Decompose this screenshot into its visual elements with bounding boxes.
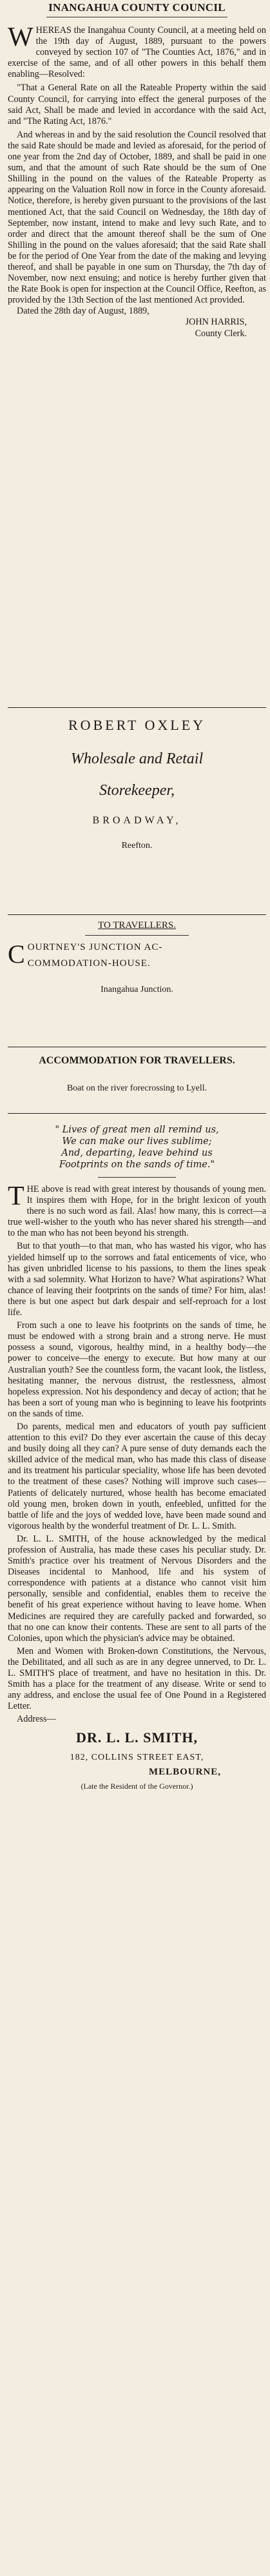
medical-doctor-name: DR. L. L. SMITH, <box>76 1729 198 1746</box>
poem-line-1: " Lives of great men all remind us, <box>55 1125 219 1135</box>
section-rule <box>8 707 266 708</box>
oxley-line-1: Wholesale and Retail <box>70 750 204 767</box>
oxley-advert <box>8 717 266 911</box>
medical-para-3: From such a one to leave his footprints on the sands of time, he must be endowed with a strong brain and a strong nerve. He must possess a sound, vigorous, healthy mind, in a healthy body—the power to conceive—the energy to execute. But how many at our Australian youth? See the countless form, the vacant look, the listless, hesitating manner, the nervous distrust, the restlessness, almost hopeless expression. Not his despondency and decay of action; that he has been a sort of young man who is beginning to leave his footprints on the sands of time. <box>8 1320 266 1419</box>
divider <box>85 935 189 936</box>
accommodation-line: Boat on the river forecrossing to Lyell. <box>66 1083 207 1093</box>
medical-para-2: But to that youth—to that man, who has wasted his vigor, who has yielded himself up to the sorrows and fatal enticements of vice, who has given unbridled license to his passions, to them the lines speak with a sad solemnity. What Horizon to have? What aspirations? What chance of leaving their footprints on the sands of time? For him, alas! there is but one aspect but dark despair and self-reproach for a lost life. <box>8 1241 266 1318</box>
council-notice-body-3: And whereas in and by the said resolution the Council resolved that the said Rate should be made and levied as aforesaid, for the period of one year from the 2nd day of October, 1889, and shall be paid in one sum, and that the amount of such Rate should be the sum of One Shilling in the pound on the values of the Rateable Property as appearing on the Valuation Roll now in force in the County aforesaid. Notice, therefore, is hereby given pursuant to the provisions of the last mentioned Act, that the said Council on Wednesday, the 18th day of September, now instant, intend to make and levy such Rate, and to order and direct that the amount thereof shall be the sum of One Shilling in the pound on the values aforesaid; that the said Rate shall be for the period of One Year from the date of the making and levying thereof, and shall be payable in one sum on Thursday, the 7th day of November, now next ensuing; and notice is hereby further given that the Rate Book is open for inspection at the Council Office, Reefton, as provided by the 13th Section of the last mentioned Act provided. <box>8 129 266 306</box>
medical-street: 182, COLLINS STREET EAST, <box>70 1752 204 1762</box>
oxley-street: BROADWAY, <box>92 815 182 826</box>
oxley-town: Reefton. <box>121 841 153 850</box>
dropcap-t: T <box>8 1182 24 1211</box>
accommodation-heading: ACCOMMODATION FOR TRAVELLERS. <box>39 1055 235 1066</box>
medical-advert <box>8 1118 266 2576</box>
medical-para-4: Do parents, medical men and educators of youth pay sufficient attention to this evil? Do they ever ascertain the cause of this decay and busily doing all they can? A pure sense of duty demands each the skilled advice of the medical man, who has made this class of disease and its treatment his particular speciality, whose life has been devoted to the treatment of these cases? Nothing will improve such cases—Patients of delicately nurtured, whose health has become emaciated old young men, broken down in youth, enfeebled, unfitted for the battle of life and the joys of wedded love, have been made sound and vigorous health by the wonderful treatment of Dr. L. L. Smith. <box>8 1421 266 1531</box>
oxley-name: ROBERT OXLEY <box>68 717 206 733</box>
poem-line-4: Footprints on the sands of time." <box>59 1160 215 1170</box>
divider <box>98 1177 176 1178</box>
dropcap-w: W <box>8 23 34 52</box>
medical-footer: (Late the Resident of the Governor.) <box>81 1781 193 1791</box>
council-notice <box>8 0 266 703</box>
medical-address-label: Address— <box>17 1714 56 1725</box>
council-notice-resolution: "That a General Rate on all the Rateable Property within the said County Council, for carrying into effect the general purposes of the said Act, Shall be made and levied in accordance with the said Act, and "The Rating Act, 1876." <box>8 83 266 126</box>
oxley-line-2: Storekeeper, <box>99 782 175 799</box>
council-notice-signatory-title: County Clerk. <box>195 328 247 339</box>
courtney-title-2: COMMODATION-HOUSE. <box>27 958 151 969</box>
council-notice-heading: INANGAHUA COUNTY COUNCIL <box>48 1 226 14</box>
medical-city: MELBOURNE, <box>148 1766 221 1777</box>
courtney-location: Inangahua Junction. <box>101 985 173 994</box>
poem-line-2: We can make our lives sublime; <box>62 1136 212 1147</box>
council-notice-signatory: JOHN HARRIS, <box>185 317 247 328</box>
section-rule <box>8 1113 266 1114</box>
accommodation-advert <box>8 1055 266 1109</box>
council-notice-dated: Dated the 28th day of August, 1889, <box>17 306 149 317</box>
dropcap-c: C <box>8 940 25 969</box>
medical-para-1: THE above is read with great interest by thousands of young men. It inspires them with Hope, for in the bright lexicon of youth there is no such word as fail. Alas! how many, this is correct—a true well-wisher to the youth who has never shared his strength—and to the man who has not been beyond his strength. <box>8 1182 266 1239</box>
courtney-title-1: OURTNEY'S JUNCTION AC- <box>27 942 163 952</box>
courtney-heading: TO TRAVELLERS. <box>98 920 176 931</box>
poem-line-3: And, departing, leave behind us <box>61 1148 213 1158</box>
council-notice-body-1: WHEREAS the Inangahua County Council, at a meeting held on the 19th day of August, 1889, pursuant to the powers conveyed by section 107 of "The Counties Act, 1876," and in exercise of the same, and of all other powers in this behalf them enabling—Resolved: <box>8 23 266 80</box>
medical-para-6: Men and Women with Broken-down Constitutions, the Nervous, the Debilitated, and all such as are in any degree unnerved, to Dr. L. L. SMITH'S place of treatment, and have no hesitation in this. Dr. Smith has a place for the treatment of any disease. Write or send to any address, and enclose the usual fee of One Pound in a Registered Letter. <box>8 1645 266 1712</box>
section-rule <box>8 914 266 915</box>
medical-para-5: Dr. L. L. SMITH, of the house acknowledged by the medical profession of Australia, has made these cases his peculiar study. Dr. Smith's practice over his treatment of Nervous Disorders and the Diseases incidental to Manhood, life and his system of correspondence with patients at a distance who cannot visit him personally, sensible and confidential, enables them to receive the benefit of his great experience without having to leave home. When Medicines are required they are carefully packed and forwarded, so that no one can know their contents. These are sent to all parts of the Colonies, upon which the physician's advice may be obtained. <box>8 1533 266 1644</box>
courtney-advert <box>8 920 266 1043</box>
courtney-title <box>8 942 266 969</box>
